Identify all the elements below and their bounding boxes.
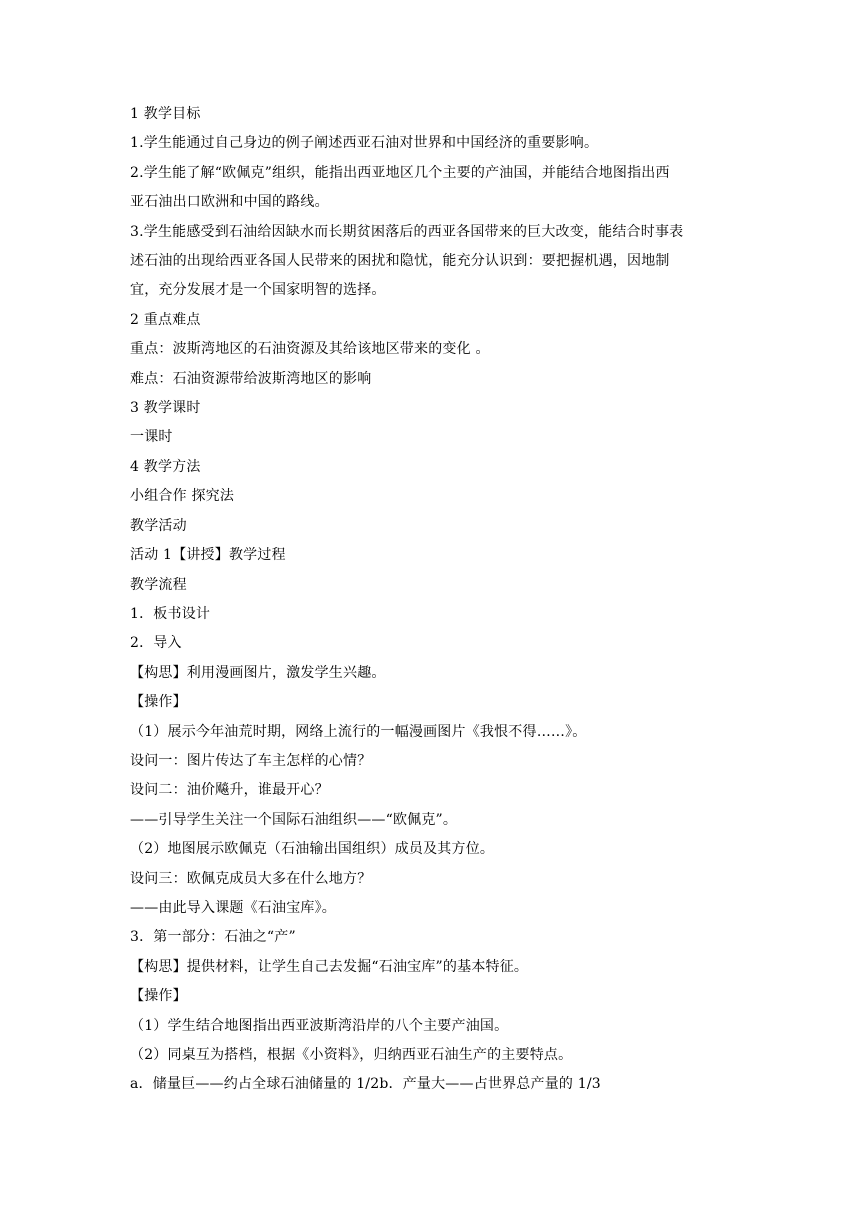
objective-2-line-2: 亚石油出口欧洲和中国的路线。 — [130, 194, 329, 211]
part-1-concept: 【构思】提供材料，让学生自己去发掘“石油宝库”的基本特征。 — [130, 958, 529, 975]
objective-3-line-2: 述石油的出现给西亚各国人民带来的困扰和隐忧，能充分认识到：要把握机遇，因地制 — [130, 253, 670, 270]
objective-3-line-1: 3.学生能感受到石油给因缺水而长期贫困落后的西亚各国带来的巨大改变，能结合时事表 — [130, 223, 684, 240]
teaching-activities-heading: 教学活动 — [130, 517, 187, 534]
objective-1: 1.学生能通过自己身边的例子阐述西亚石油对世界和中国经济的重要影响。 — [130, 135, 599, 152]
part-1-operation-1: （1）学生结合地图指出西亚波斯湾沿岸的八个主要产油国。 — [130, 1017, 509, 1034]
objective-2-line-1: 2.学生能了解“欧佩克”组织，能指出西亚地区几个主要的产油国，并能结合地图指出西 — [130, 164, 670, 181]
activity-1-heading: 活动 1【讲授】教学过程 — [130, 547, 286, 564]
intro-operation-2: （2）地图展示欧佩克（石油输出国组织）成员及其方位。 — [130, 841, 495, 858]
flow-step-3: 3．第一部分：石油之“产” — [130, 929, 296, 946]
section-heading-objectives: 1 教学目标 — [130, 106, 201, 122]
section-heading-class-hours: 3 教学课时 — [130, 400, 201, 417]
guide-opec: ——引导学生关注一个国际石油组织——“欧佩克”。 — [130, 811, 458, 828]
flow-step-1: 1．板书设计 — [130, 605, 211, 622]
key-point: 重点：波斯湾地区的石油资源及其给该地区带来的变化 。 — [130, 341, 490, 358]
section-heading-key-points: 2 重点难点 — [130, 311, 201, 328]
document-body — [130, 100, 750, 1100]
question-2: 设问二：油价飚升，谁最开心？ — [130, 782, 329, 799]
difficult-point: 难点：石油资源带给波斯湾地区的影响 — [130, 370, 372, 387]
teaching-flow-heading: 教学流程 — [130, 576, 187, 593]
lead-in-topic: ——由此导入课题《石油宝库》。 — [130, 899, 336, 916]
flow-step-2: 2．导入 — [130, 635, 182, 652]
intro-operation-1: （1）展示今年油荒时期，网络上流行的一幅漫画图片《我恨不得……》。 — [130, 723, 587, 740]
intro-operation-label: 【操作】 — [130, 694, 187, 711]
question-3: 设问三：欧佩克成员大多在什么地方？ — [130, 870, 372, 887]
part-1-operation-2: （2）同桌互为搭档，根据《小资料》，归纳西亚石油生产的主要特点。 — [130, 1047, 573, 1063]
class-hours-value: 一课时 — [130, 429, 173, 446]
part-1-operation-label: 【操作】 — [130, 988, 187, 1005]
question-1: 设问一：图片传达了车主怎样的心情？ — [130, 752, 372, 769]
objective-3-line-3: 宜，充分发展才是一个国家明智的选择。 — [130, 282, 386, 299]
section-heading-methods: 4 教学方法 — [130, 458, 201, 475]
intro-concept: 【构思】利用漫画图片，激发学生兴趣。 — [130, 664, 386, 681]
methods-value: 小组合作 探究法 — [130, 488, 235, 505]
oil-features: a．储量巨——约占全球石油储量的 1/2b．产量大——占世界总产量的 1/3 — [130, 1076, 601, 1093]
